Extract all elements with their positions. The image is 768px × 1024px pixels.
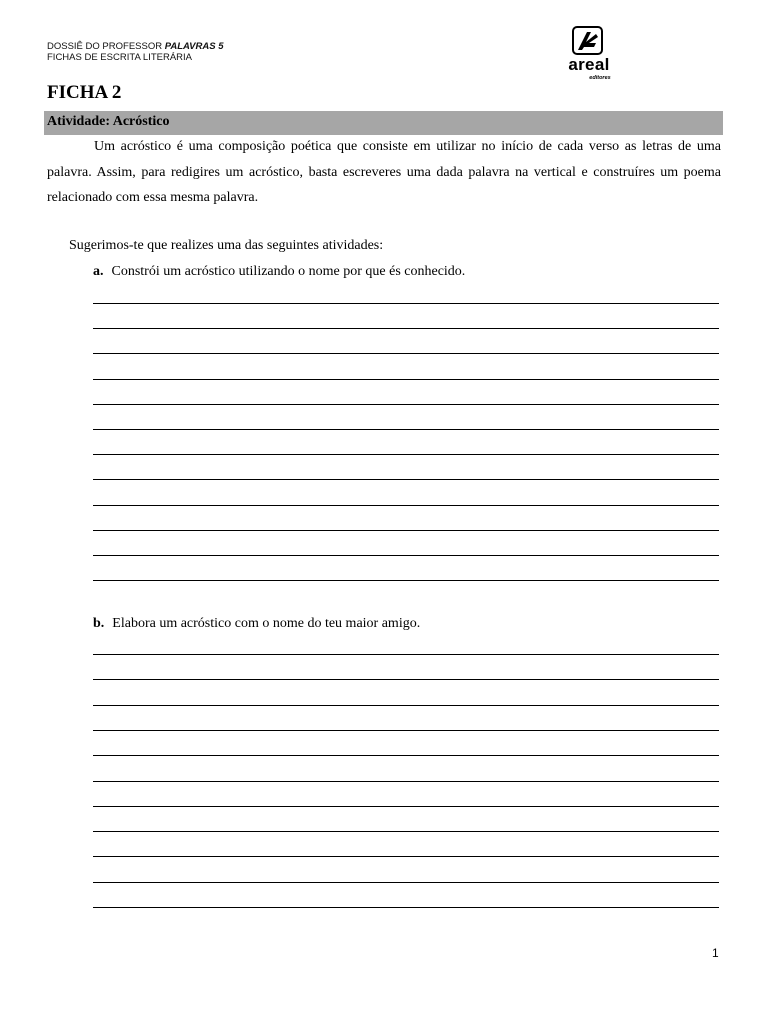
logo-wordmark: areal [568,55,610,74]
answer-line[interactable] [93,856,719,857]
answer-line[interactable] [93,479,719,480]
header-line-1 [47,41,224,52]
activity-heading-bar [44,111,723,135]
answer-line[interactable] [93,679,719,680]
task-b [93,614,420,634]
answer-line[interactable] [93,654,719,655]
header-line-2: FICHAS DE ESCRITA LITERÁRIA [47,52,192,63]
header-dossier-label: DOSSIÊ DO PROFESSOR [47,41,163,52]
task-text: Constrói um acróstico utilizando o nome por que és conhecido. [111,264,466,279]
answer-line[interactable] [93,429,719,430]
publisher-logo [558,26,620,88]
answer-line[interactable] [93,781,719,782]
task-marker: a. [93,264,104,279]
activity-heading: Atividade: Acróstico [47,114,170,129]
answer-line[interactable] [93,705,719,706]
intro-paragraph: Um acróstico é uma composição poética que consiste em utilizar no início de cada verso as letras de uma palavra. Assim, para redigires um acróstico, basta escreveres uma dada palavra na vertical e construíres um poema relacionado com essa mesma palavra. [47,139,721,205]
answer-line[interactable] [93,303,719,304]
answer-line[interactable] [93,730,719,731]
answer-line[interactable] [93,353,719,354]
answer-line[interactable] [93,454,719,455]
task-text: Elabora um acróstico com o nome do teu maior amigo. [112,616,421,631]
task-marker: b. [93,616,105,631]
answer-line[interactable] [93,555,719,556]
answer-line[interactable] [93,755,719,756]
answer-line[interactable] [93,328,719,329]
suggestion-text: Sugerimos-te que realizes uma das seguintes atividades: [69,238,384,253]
answer-line[interactable] [93,907,719,908]
answer-line[interactable] [93,806,719,807]
logo-subtitle: editores [589,75,611,81]
answer-line[interactable] [93,882,719,883]
answer-line[interactable] [93,831,719,832]
answer-line[interactable] [93,379,719,380]
page-number: 1 [712,946,719,960]
worksheet-title: FICHA 2 [47,82,122,103]
header-book-title: PALAVRAS 5 [164,41,224,52]
task-a [93,262,465,282]
answer-line[interactable] [93,580,719,581]
answer-line[interactable] [93,404,719,405]
answer-line[interactable] [93,505,719,506]
areal-logo-icon [558,26,620,56]
answer-line[interactable] [93,530,719,531]
